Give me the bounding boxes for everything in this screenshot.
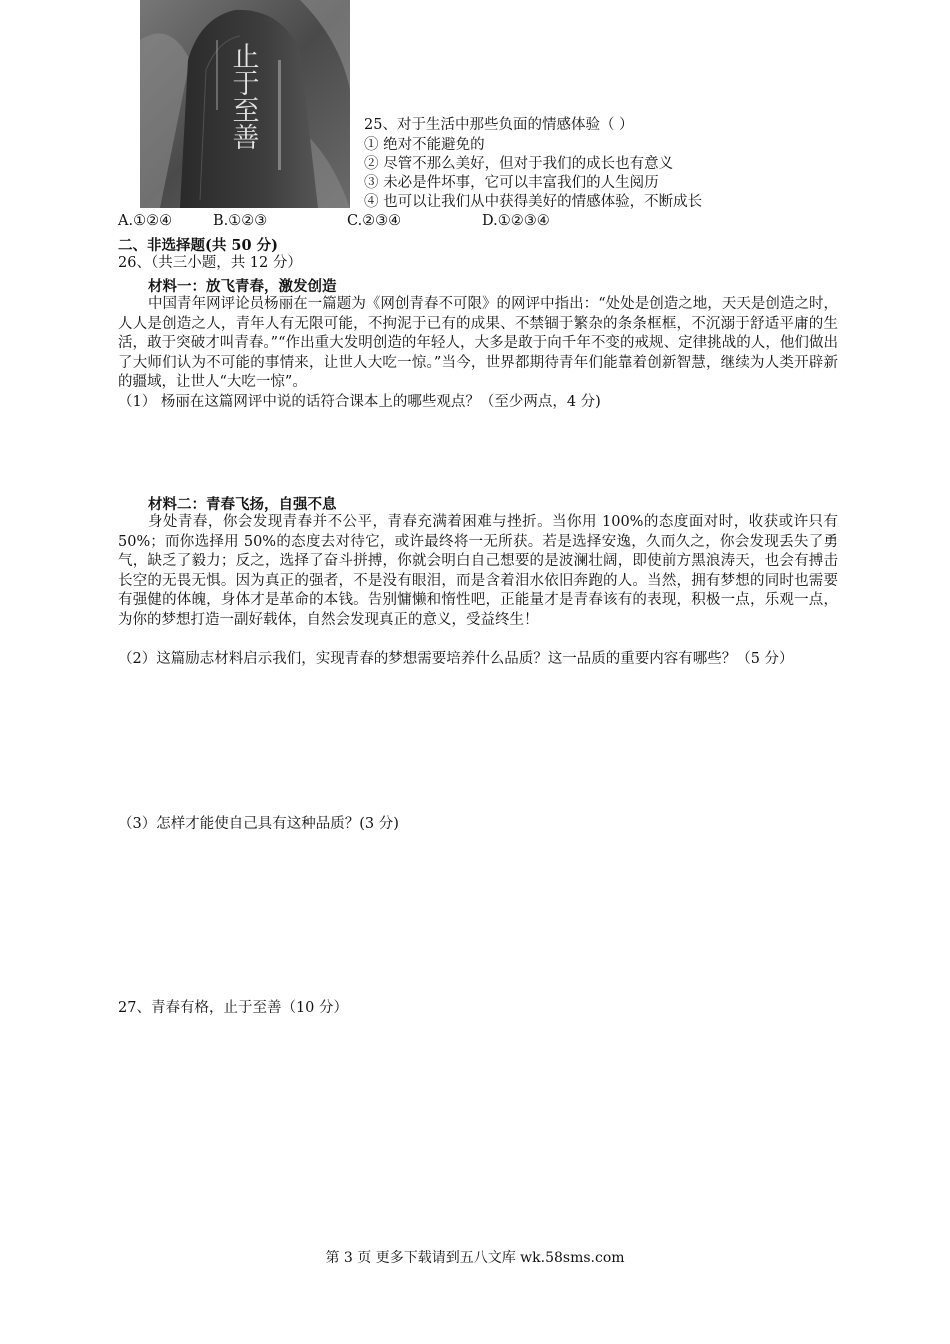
q25-item-2: ② 尽管不那么美好，但对于我们的成长也有意义 (364, 156, 674, 172)
q26-sub-2: （2）这篇励志材料启示我们，实现青春的梦想需要培养什么品质？这一品质的重要内容有哪些？（5 分） (118, 651, 794, 667)
q25-option-d[interactable]: D.①②③④ (482, 213, 550, 229)
q25-option-a[interactable]: A.①②④ (118, 213, 173, 229)
material-2-title: 材料二：青春飞扬，自强不息 (148, 496, 337, 513)
q25-option-c[interactable]: C.②③④ (347, 213, 402, 229)
material-1-title: 材料一：放飞青春，激发创造 (148, 278, 337, 295)
stone-text-top: 止于至善 (227, 42, 259, 150)
stone-photo (140, 0, 350, 208)
q26-stem: 26、（共三小题，共 12 分） (118, 255, 302, 271)
q25-item-3: ③ 未必是件坏事，它可以丰富我们的人生阅历 (364, 175, 659, 191)
q25-item-1: ① 绝对不能避免的 (364, 137, 485, 153)
material-2-text: 身处青春，你会发现青春并不公平，青春充满着困难与挫折。当你用 100%的态度面对时，收获或许只有 50%；而你选择用 50%的态度去对待它，或许最终将一无所获。若是选择安逸，久而久之，你会发现丢失了勇气，缺乏了毅力；反之，选择了奋斗拼搏，你就会明白自己想要的是波澜壮阔，即使前方黑浪涛天，也会有搏击长空的无畏无惧。因为真正的强者，不是没有眼泪，而是含着泪水依旧奔跑的人。当然，拥有梦想的同时也需要有强健的体魄，身体才是革命的本钱。告别慵懒和惰性吧，正能量才是青春该有的表现，积极一点，乐观一点，为你的梦想打造一副好载体，自然会发现真正的意义，受益终生！ (118, 514, 838, 628)
q26-sub-3: （3）怎样才能使自己具有这种品质？(3 分) (118, 816, 399, 832)
q25-options (0, 213, 950, 233)
q25-item-4: ④ 也可以让我们从中获得美好的情感体验，不断成长 (364, 194, 703, 210)
q25-option-b[interactable]: B.①②③ (213, 213, 268, 229)
q25-stem: 25、对于生活中那些负面的情感体验（ ） (364, 117, 634, 133)
section-2-title: 二、非选择题(共 50 分) (118, 237, 278, 254)
q27-stem: 27、青春有格，止于至善（10 分） (118, 1000, 349, 1016)
material-1-text: 中国青年网评论员杨丽在一篇题为《网创青春不可限》的网评中指出：“处处是创造之地，天天是创造之时，人人是创造之人，青年人有无限可能，不拘泥于已有的成果、不禁锢于繁杂的条条框框，不沉溺于舒适平庸的生活，敢于突破才叫青春。”“作出重大发明创造的年轻人，大多是敢于向千年不变的戒规、定律挑战的人，他们做出了大师们认为不可能的事情来，让世人大吃一惊。”当今，世界都期待青年们能靠着创新智慧，继续为人类开辟新的疆域，让世人“大吃一惊”。 (118, 296, 838, 390)
page-footer: 第 3 页 更多下载请到五八文库 wk.58sms.com (325, 1250, 625, 1266)
q26-sub-1: （1） 杨丽在这篇网评中说的话符合课本上的哪些观点？（至少两点，4 分) (118, 394, 601, 410)
